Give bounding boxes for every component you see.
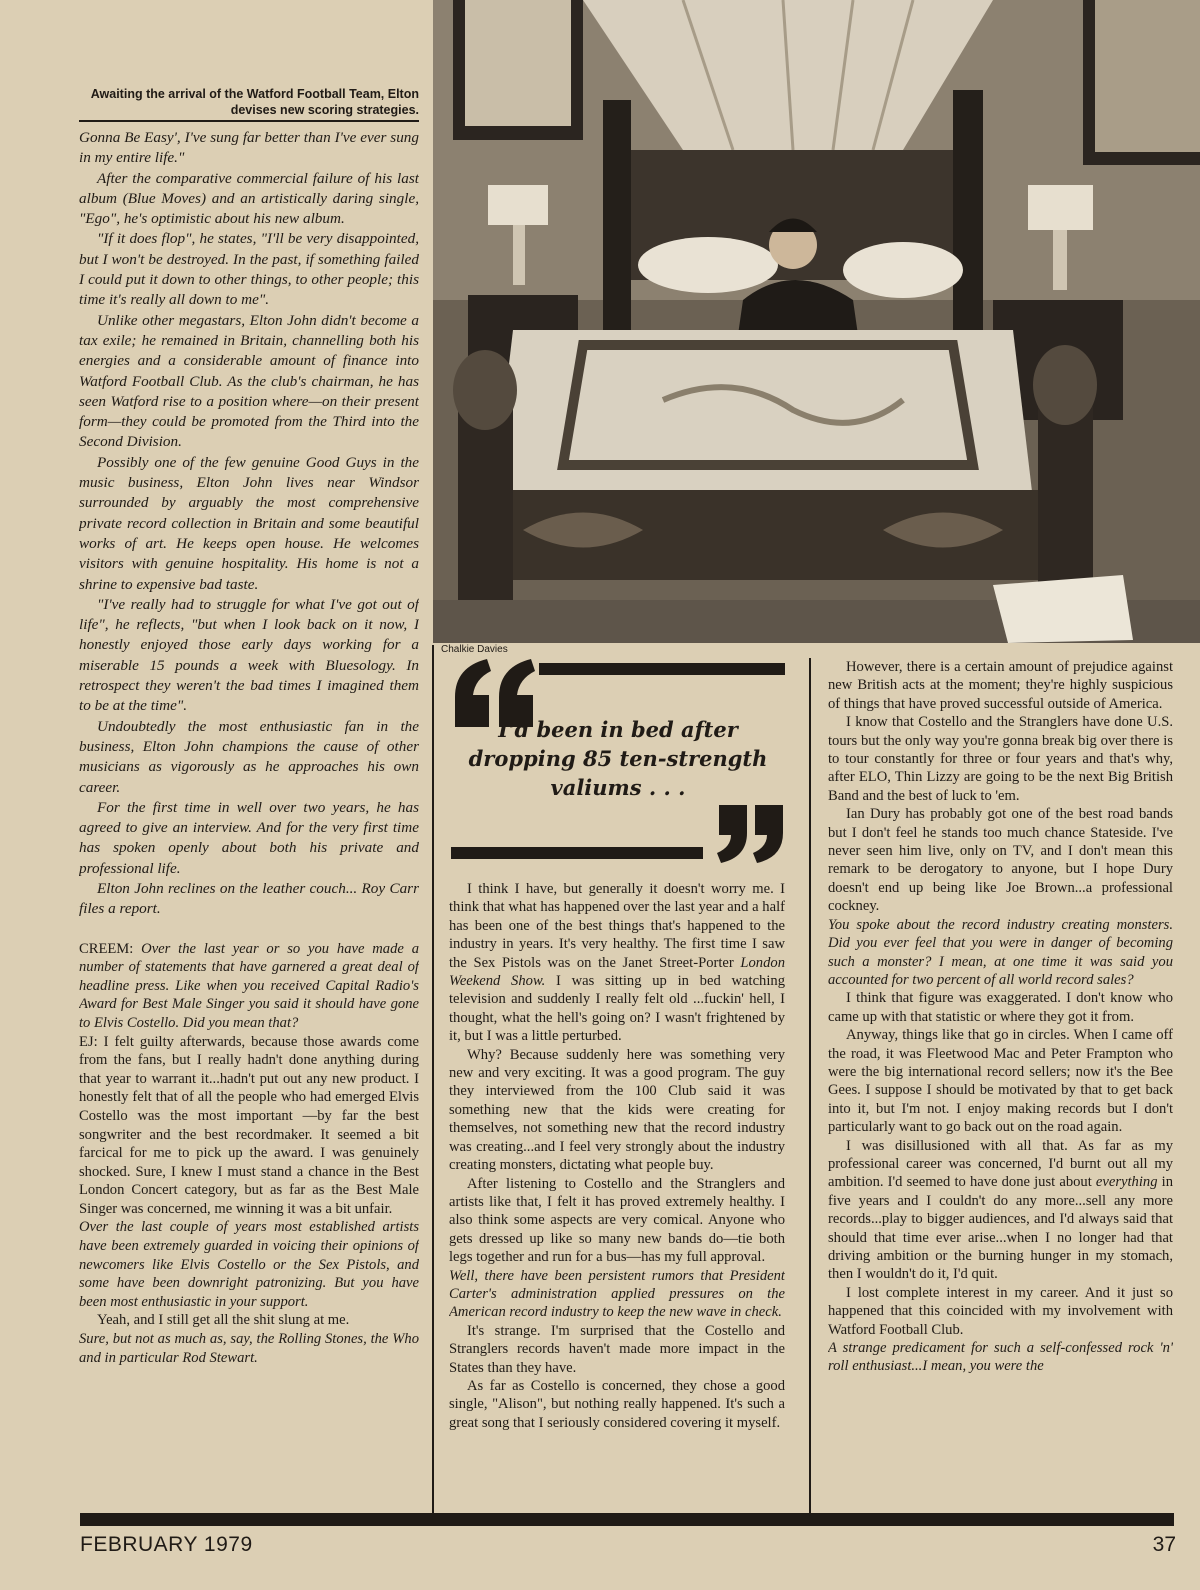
question-text: Over the last year or so you have made a number of statements that have garnered a great deal of headline press. Like when you received Capital Radio's Award for Best Male Singer you said it should have gone to Elvis Costello. Did you mean that?: [79, 940, 419, 1031]
right-paragraph: I know that Costello and the Stranglers have done U.S. tours but the only way you're gonna break big over there is to tour constantly for three or four years and that's why, after ELO, Thin Lizzy are going to be the next Big British Band and the best of luck to 'em.: [828, 714, 1173, 804]
photo-elton-in-bed: [433, 0, 1200, 643]
interview-question: You spoke about the record industry creating monsters. Did you ever feel that you were in danger of becoming such a monster? I mean, at one time it was said you accounted for two percent of all world record sales?: [828, 916, 1173, 988]
middle-column: [449, 880, 785, 1520]
right-paragraph: Ian Dury has probably got one of the best road bands but I don't feel he stands too much chance Stateside. I've never seen him live, only on TV, and I don't mean this remark to be derogatory to anyone, but I hope Dury doesn't end up being like Joe Brown...a professional cockney.: [828, 806, 1173, 915]
left-paragraph: Gonna Be Easy', I've sung far better than I've ever sung in my entire life.": [79, 129, 419, 167]
right-paragraph: [828, 1137, 1173, 1284]
right-paragraph: Anyway, things like that go in circles. When I came off the road, it was Fleetwood Mac and Peter Frampton who were the big international record sellers; now it's the Bee Gees. I suppose I should be motivated by that to get back into it, but I'm not. I enjoy making records but I don't particularly want to go back out on the road again.: [828, 1027, 1173, 1136]
middle-paragraph: After listening to Costello and the Stranglers and artists like that, I felt it has proved extremely healthy. I also think some aspects are very comical. Anyone who gets dressed up like so many new bands do—tie both legs together and run for a bus—has my full approval.: [449, 1175, 785, 1266]
answer-text: I felt guilty afterwards, because those awards come from the fans, but I really hadn't done anything during that year to warrant it...hadn't put out any new product. I honestly felt that of all the people who had emerged Elvis Costello was the most important —by far the best songwriter and the best recordmaker. It seemed a bit farcical for me to pick up the award. I was genuinely shocked. Sure, I knew I must stand a chance in the Best London Concert category, but as far as the Best Male Singer was concerned, me winning it was a bit unfair.: [79, 1033, 419, 1217]
pull-quote-bar-bottom: [451, 847, 703, 859]
pull-quote-text: I'd been in bed after dropping 85 ten-strength valiums . . .: [468, 717, 768, 800]
left-paragraph: Elton John reclines on the leather couch... Roy Carr files a report.: [79, 879, 419, 918]
pull-quote-bar-top: [539, 663, 785, 675]
interview-answer: [79, 1033, 419, 1219]
column-rule-right: [809, 658, 811, 1513]
left-column: [79, 86, 419, 1511]
photo-credit: Chalkie Davies: [441, 644, 508, 655]
left-paragraph: For the first time in well over two years, he has agreed to give an interview. And for the very first time has spoken openly about both his private and professional life.: [79, 798, 419, 877]
right-paragraph: I think that figure was exaggerated. I don't know who came up with that statistic or where they got it from.: [828, 990, 1173, 1025]
issue-date: FEBRUARY 1979: [80, 1533, 253, 1556]
interview-question: Well, there have been persistent rumors that President Carter's administration applied pressures on the American record industry to keep the new wave in check.: [449, 1267, 785, 1321]
interview-question: A strange predicament for such a self-confessed rock 'n' roll enthusiast...I mean, you were the: [828, 1340, 1173, 1375]
middle-paragraph: [449, 880, 785, 1046]
emphasis-text: everything: [1095, 1174, 1158, 1191]
right-paragraph: I lost complete interest in my career. And it just so happened that this coincided with my involvement with Watford Football Club.: [828, 1284, 1173, 1338]
close-quote-icon: [717, 803, 787, 865]
interview-question: Over the last couple of years most established artists have been extremely guarded in voicing their opinions of newcomers like Elvis Costello or the Sex Pistols, and some have been downright patronizing. But you have been most enthusiastic in your support.: [79, 1219, 419, 1310]
middle-paragraph: As far as Costello is concerned, they chose a good single, "Alison", but nothing really happened. It's such a great song that I seriously considered covering it myself.: [449, 1377, 785, 1431]
right-text: in five years and I couldn't do any more...sell any more records...play to bigger audiences, and I'd always said that should that time ever arise...when I no longer had that driving ambition or the burning hunger in my stomach, then I wouldn't do it, I'd quit.: [828, 1174, 1173, 1283]
right-column: [828, 658, 1173, 1518]
right-text: I was disillusioned with all that. As far as my professional career was concerned, I'd burnt out all my ambition. I'd seemed to have done just about: [828, 1137, 1173, 1191]
pull-quote: [449, 655, 789, 870]
speaker-label: CREEM:: [79, 940, 134, 957]
left-paragraph: Undoubtedly the most enthusiastic fan in the business, Elton John champions the cause of other musicians as vigorously as he approaches his own career.: [79, 717, 419, 796]
interview-question: Sure, but not as much as, say, the Rolling Stones, the Who and in particular Rod Stewart.: [79, 1331, 419, 1366]
bed-photo-illustration: [433, 0, 1200, 643]
speaker-label: EJ:: [79, 1033, 98, 1050]
left-paragraph: "I've really had to struggle for what I've got out of life", he reflects, "but when I look back on it now, I honestly enjoyed those early days working for a miserable 15 pounds a week with Bluesology. In retrospect they weren't the bad times I imagined them to be at the time".: [79, 595, 419, 715]
column-rule-left: [432, 645, 434, 1513]
tv-show-title: London Weekend Show.: [449, 954, 785, 990]
left-paragraph: Possibly one of the few genuine Good Guys in the music business, Elton John lives near Windsor surrounded by arguably the most comprehensive private record collection in Britain and some beautiful works of art. He keeps open house. He welcomes visitors with genuine hospitality. His home is not a shrine to expensive bad taste.: [79, 453, 419, 593]
middle-paragraph: Why? Because suddenly here was something very new and very exciting. It was a good program. The guy they interviewed from the 100 Club said it was something new that the kids were creating for themselves, not something new that the record industry was creating...and I feel very strongly about the industry creating monsters, dictating what people buy.: [449, 1046, 785, 1174]
photo-caption: Awaiting the arrival of the Watford Football Team, Elton devises new scoring strategies.: [79, 86, 419, 122]
middle-text: I think I have, but generally it doesn't worry me. I think that what has happened over the last year and a half has been one of the best things that's happened to the industry in years. It's very healthy. The first time I saw the Sex Pistols was on the Janet Street-Porter: [449, 881, 785, 971]
left-paragraph: Unlike other megastars, Elton John didn't become a tax exile; he remained in Britain, channelling both his energies and a considerable amount of finance into Watford Football Club. As the club's chairman, he has seen Watford rise to a position where—on their present form—they could be promoted from the Third into the Second Division.: [79, 311, 419, 451]
left-paragraph: After the comparative commercial failure of his last album (Blue Moves) and an artistically daring single, "Ego", he's optimistic about his new album.: [79, 169, 419, 228]
middle-paragraph: It's strange. I'm surprised that the Costello and Stranglers records haven't made more impact in the States than they have.: [449, 1322, 785, 1376]
right-paragraph: However, there is a certain amount of prejudice against new British acts at the moment; they're highly suspicious of things that have proved successful outside of America.: [828, 659, 1173, 712]
interview-answer: Yeah, and I still get all the shit slung at me.: [97, 1312, 350, 1329]
footer-bar: [80, 1513, 1174, 1526]
middle-text: I was sitting up in bed watching television and suddenly I really felt old ...fuckin' hell, I thought, what the hell's going on? I wasn't frightened by it, but I was a little perturbed.: [449, 973, 785, 1045]
page-number: 37: [1152, 1533, 1176, 1556]
interview-question: [79, 940, 419, 1033]
left-paragraph: "If it does flop", he states, "I'll be very disappointed, but I won't be destroyed. In the past, if something failed I could put it down to other things, to other people; this time it's really all down to me".: [79, 230, 419, 309]
